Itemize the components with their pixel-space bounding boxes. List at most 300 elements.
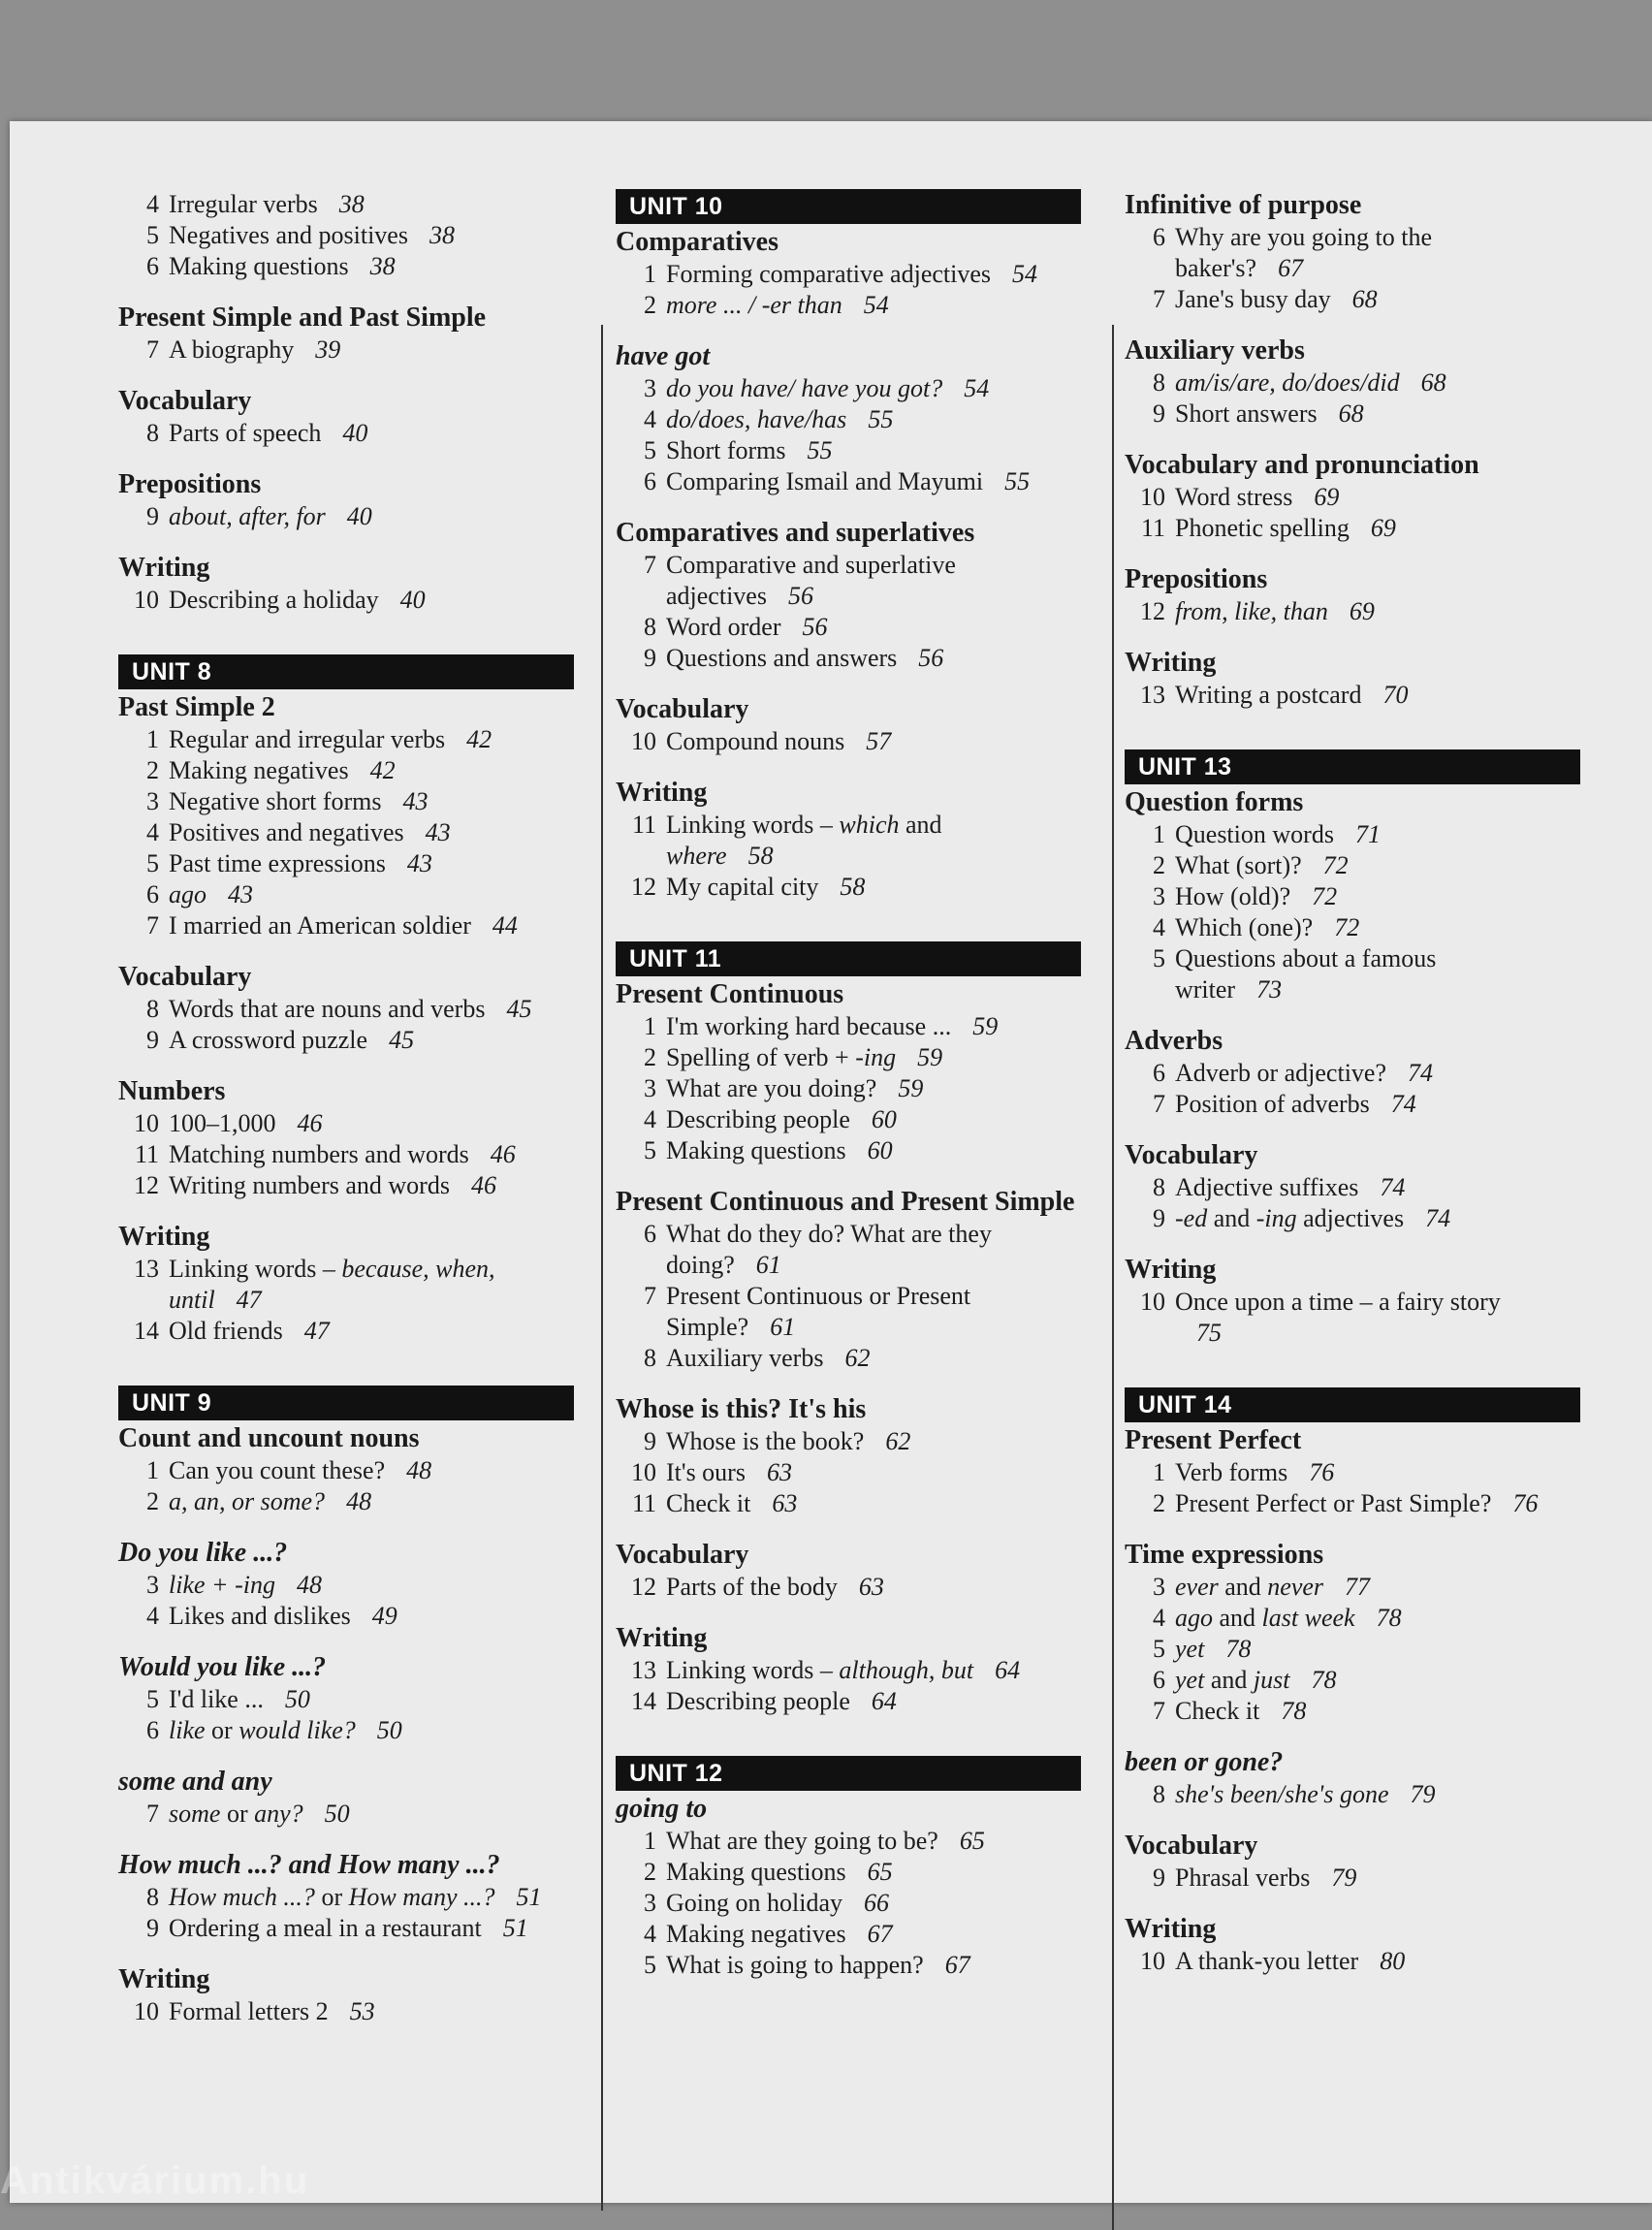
contents-entry	[118, 786, 574, 817]
entry-text: Formal letters 2	[169, 1997, 329, 2025]
entry-title	[666, 1250, 1081, 1281]
contents-section	[118, 1766, 574, 1830]
entry-title	[1175, 596, 1580, 627]
page-number: 78	[1376, 1604, 1402, 1632]
contents-entry	[616, 643, 1081, 674]
entry-number: 6	[644, 1220, 656, 1248]
entry-text: Negatives and positives	[169, 221, 408, 249]
entry-title	[1175, 1603, 1580, 1634]
entry-number: 10	[631, 727, 656, 755]
contents-entry	[616, 1857, 1081, 1888]
entry-text: a, an, or some?	[169, 1487, 326, 1515]
contents-entry	[1125, 1946, 1580, 1977]
entry-number: 1	[1153, 1458, 1165, 1486]
contents-entry	[616, 1135, 1081, 1166]
entry-title	[169, 251, 574, 282]
entry-number: 4	[644, 1920, 656, 1948]
entry-number: 2	[644, 1858, 656, 1886]
entry-text: Check it	[1175, 1697, 1260, 1725]
entry-title	[169, 1913, 574, 1944]
contents-entry	[1125, 912, 1580, 943]
contents-section	[118, 385, 574, 449]
entry-text: My capital city	[666, 873, 819, 901]
entry-number: 8	[146, 419, 159, 447]
entry-number: 2	[644, 291, 656, 319]
entry-number: 13	[1140, 681, 1165, 709]
contents-entry	[118, 418, 574, 449]
entry-title	[666, 810, 1081, 841]
entry-text: or	[314, 1883, 349, 1911]
entry-text: What are they going to be?	[666, 1827, 938, 1855]
entry-title	[1175, 482, 1580, 513]
contents-section	[616, 1622, 1081, 1717]
unit-header: UNIT 11	[616, 941, 1081, 976]
entry-title	[169, 1025, 574, 1056]
entry-number: 10	[1140, 1947, 1165, 1975]
entry-text-italic: just	[1253, 1666, 1290, 1694]
page-number: 76	[1309, 1458, 1335, 1486]
entry-text: What are you doing?	[666, 1074, 877, 1102]
entry-number: 7	[146, 1800, 159, 1828]
page-number: 40	[346, 502, 372, 530]
entry-text: doing?	[666, 1251, 735, 1279]
contents-section	[616, 1393, 1081, 1519]
section-heading: Writing	[118, 1964, 210, 1994]
entry-number: 1	[146, 725, 159, 753]
page-number: 67	[944, 1951, 970, 1979]
contents-entry	[1125, 680, 1580, 711]
page-number: 46	[490, 1140, 516, 1168]
entry-text: do/does, have/has	[666, 405, 847, 433]
page-number: 39	[315, 335, 341, 364]
page-number: 56	[787, 582, 813, 610]
entry-number: 12	[631, 873, 656, 901]
entry-number: 9	[1153, 399, 1165, 428]
entry-number: 7	[1153, 1697, 1165, 1725]
entry-title	[666, 1073, 1081, 1104]
entry-text: Linking words –	[169, 1255, 335, 1283]
entry-title	[666, 1857, 1081, 1888]
section-heading: Vocabulary	[118, 386, 252, 416]
entry-text-italic: which	[839, 811, 900, 839]
contents-entry	[118, 1715, 574, 1746]
entry-number: 5	[146, 221, 159, 249]
page-number: 63	[766, 1458, 792, 1486]
entry-text: Matching numbers and words	[169, 1140, 469, 1168]
entry-number: 5	[644, 1136, 656, 1164]
section-heading: have got	[616, 341, 711, 371]
contents-entry	[616, 1104, 1081, 1135]
page-number: 72	[1322, 851, 1349, 879]
section-heading: Whose is this? It's his	[616, 1394, 867, 1424]
page-number: 43	[406, 849, 432, 877]
page-number: 69	[1314, 483, 1340, 511]
entry-number: 11	[631, 1489, 656, 1517]
entry-number: 5	[1153, 1635, 1165, 1663]
entry-number: 6	[1153, 223, 1165, 251]
entry-text: adjectives	[1296, 1204, 1405, 1232]
entry-text-italic: How much ...?	[169, 1883, 315, 1911]
entry-text: Check it	[666, 1489, 751, 1517]
contents-entry	[616, 841, 1081, 872]
contents-section	[118, 1849, 574, 1944]
page-number: 59	[898, 1074, 924, 1102]
section-heading: Past Simple 2	[118, 692, 275, 722]
page-number: 51	[502, 1914, 528, 1942]
entry-text-italic: ever	[1175, 1573, 1219, 1601]
section-heading: Would you like ...?	[118, 1652, 327, 1682]
contents-section	[1125, 1025, 1580, 1120]
contents-entry	[118, 1486, 574, 1517]
section-heading: Vocabulary	[1125, 1831, 1258, 1861]
entry-number: 4	[1153, 913, 1165, 941]
page-number: 50	[376, 1716, 402, 1744]
page-number: 73	[1256, 975, 1283, 1004]
entry-text-italic: never	[1267, 1573, 1324, 1601]
contents-entry	[616, 1219, 1081, 1250]
entry-text: adjectives	[666, 582, 767, 610]
entry-number: 2	[644, 1043, 656, 1071]
contents-entry	[1125, 596, 1580, 627]
entry-title	[169, 1570, 574, 1601]
contents-entry	[118, 879, 574, 910]
contents-entry	[1125, 1779, 1580, 1810]
section-heading: Writing	[616, 778, 708, 808]
contents-entry	[1125, 1089, 1580, 1120]
page-number: 61	[770, 1313, 796, 1341]
entry-text: Making questions	[666, 1136, 846, 1164]
entry-text: more ... / -er than	[666, 291, 842, 319]
contents-entry	[118, 910, 574, 941]
contents-entry	[118, 1139, 574, 1170]
entry-number: 11	[1140, 514, 1165, 542]
section-heading: Count and uncount nouns	[118, 1423, 420, 1453]
page-number: 42	[466, 725, 492, 753]
entry-title	[169, 1254, 574, 1285]
entry-text: A biography	[169, 335, 295, 364]
contents-section	[118, 552, 574, 616]
entry-title	[1175, 1946, 1580, 1977]
entry-number: 9	[146, 502, 159, 530]
entry-number: 7	[146, 911, 159, 940]
contents-entry	[616, 612, 1081, 643]
contents-column-1	[118, 189, 574, 2027]
entry-text: from, like, than	[1175, 597, 1328, 625]
entry-title	[1175, 912, 1580, 943]
contents-section	[616, 1539, 1081, 1603]
entry-number: 10	[134, 586, 159, 614]
entry-text: Verb forms	[1175, 1458, 1288, 1486]
contents-entry	[1125, 1634, 1580, 1665]
entry-number: 4	[146, 818, 159, 846]
entry-text: writer	[1175, 975, 1236, 1004]
entry-number: 7	[1153, 285, 1165, 313]
page-number: 79	[1410, 1780, 1436, 1808]
section-heading: Do you like ...?	[118, 1538, 288, 1568]
section-heading: Vocabulary	[616, 1540, 749, 1570]
entry-number: 13	[631, 1656, 656, 1684]
entry-text-italic: would like?	[238, 1716, 356, 1744]
contents-section	[1125, 1913, 1580, 1977]
section-heading: Writing	[118, 553, 210, 583]
entry-text: Past time expressions	[169, 849, 386, 877]
entry-text: Present Continuous or Present	[666, 1282, 971, 1310]
entry-text: Short forms	[666, 436, 786, 464]
entry-text: Adjective suffixes	[1175, 1173, 1359, 1201]
contents-section	[1125, 563, 1580, 627]
page-number: 43	[425, 818, 451, 846]
entry-text: Simple?	[666, 1313, 749, 1341]
entry-number: 10	[1140, 483, 1165, 511]
page-number: 58	[840, 873, 866, 901]
entry-text: 100–1,000	[169, 1109, 276, 1137]
contents-section	[1125, 1139, 1580, 1234]
page-number: 47	[236, 1286, 262, 1314]
contents-entry	[118, 1455, 574, 1486]
contents-entry	[118, 501, 574, 532]
entry-text: Words that are nouns and verbs	[169, 995, 486, 1023]
page-number: 48	[346, 1487, 372, 1515]
page-number: 78	[1225, 1635, 1252, 1663]
section-heading: Writing	[1125, 1914, 1217, 1944]
entry-title	[169, 1601, 574, 1632]
page-number: 71	[1354, 820, 1381, 848]
contents-entry	[616, 810, 1081, 841]
contents-entry	[616, 1655, 1081, 1686]
entry-text: and	[1218, 1573, 1268, 1601]
contents-entry	[118, 334, 574, 366]
page-number: 45	[389, 1026, 415, 1054]
entry-number: 8	[1153, 1780, 1165, 1808]
entry-title	[666, 1826, 1081, 1857]
page-number: 74	[1380, 1173, 1406, 1201]
entry-number: 3	[644, 1889, 656, 1917]
entry-title	[1175, 1665, 1580, 1696]
entry-number: 5	[1153, 944, 1165, 972]
contents-entry	[616, 290, 1081, 321]
entry-number: 8	[644, 613, 656, 641]
entry-title	[666, 1219, 1081, 1250]
entry-number: 12	[631, 1573, 656, 1601]
entry-number: 11	[134, 1140, 159, 1168]
entry-number: 12	[134, 1171, 159, 1199]
section-heading: Writing	[1125, 648, 1217, 678]
entry-text: Adverb or adjective?	[1175, 1059, 1387, 1087]
column-divider	[1112, 325, 1114, 2230]
unit-header: UNIT 8	[118, 654, 574, 689]
entry-title	[666, 841, 1081, 872]
unit-header: UNIT 9	[118, 1386, 574, 1420]
contents-entry	[1125, 1696, 1580, 1727]
entry-title	[1175, 253, 1580, 284]
contents-entry	[1125, 398, 1580, 430]
entry-title	[169, 501, 574, 532]
contents-entry	[1125, 482, 1580, 513]
section-heading: Comparatives and superlatives	[616, 518, 975, 548]
contents-section	[118, 961, 574, 1056]
page-number: 47	[303, 1317, 330, 1345]
entry-text: Why are you going to the	[1175, 223, 1432, 251]
section-heading: Present Continuous and Present Simple	[616, 1187, 1075, 1217]
page-number: 80	[1380, 1947, 1406, 1975]
entry-text: and	[1207, 1204, 1256, 1232]
contents-entry	[616, 1919, 1081, 1950]
page-number: 77	[1345, 1573, 1371, 1601]
contents-entry	[1125, 819, 1580, 850]
contents-section	[1125, 1539, 1580, 1727]
entry-title	[1175, 1572, 1580, 1603]
contents-section	[1125, 1254, 1580, 1349]
contents-entry	[1125, 1863, 1580, 1894]
contents-entry	[1125, 1572, 1580, 1603]
contents-section	[1125, 749, 1580, 1005]
entry-title	[666, 1343, 1081, 1374]
entry-title	[1175, 1089, 1580, 1120]
contents-entry	[616, 1457, 1081, 1488]
entry-title	[169, 1285, 574, 1316]
entry-number: 7	[1153, 1090, 1165, 1118]
contents-entry	[616, 1011, 1081, 1042]
entry-number: 7	[644, 551, 656, 579]
page-number: 46	[297, 1109, 323, 1137]
section-heading: Prepositions	[1125, 564, 1268, 594]
contents-entry	[616, 1826, 1081, 1857]
entry-number: 4	[1153, 1604, 1165, 1632]
page-number: 79	[1331, 1864, 1357, 1892]
entry-text: It's ours	[666, 1458, 746, 1486]
page-number: 75	[1196, 1319, 1222, 1347]
entry-text: Going on holiday	[666, 1889, 842, 1917]
contents-entry	[118, 1170, 574, 1201]
entry-text-italic: where	[666, 842, 727, 870]
section-heading: Vocabulary and pronunciation	[1125, 450, 1479, 480]
entry-number: 3	[644, 1074, 656, 1102]
entry-text: Parts of the body	[666, 1573, 838, 1601]
contents-section	[118, 1537, 574, 1632]
entry-text: Auxiliary verbs	[666, 1344, 824, 1372]
entry-text: baker's?	[1175, 254, 1257, 282]
page-number: 55	[868, 405, 894, 433]
entry-text: Can you count these?	[169, 1456, 386, 1484]
contents-entry	[1125, 881, 1580, 912]
entry-title	[1175, 222, 1580, 253]
page-number: 60	[871, 1105, 897, 1133]
entry-number	[1125, 1318, 1175, 1349]
page-number: 64	[871, 1687, 897, 1715]
contents-section	[1125, 449, 1580, 544]
entry-text: Linking words –	[666, 1656, 833, 1684]
entry-text: Making negatives	[169, 756, 349, 784]
entry-text: Phrasal verbs	[1175, 1864, 1311, 1892]
entry-number: 14	[134, 1317, 159, 1345]
entry-title	[666, 259, 1081, 290]
contents-entry	[118, 1285, 574, 1316]
entry-text: Likes and dislikes	[169, 1602, 351, 1630]
entry-number: 2	[1153, 1489, 1165, 1517]
entry-text: do you have/ have you got?	[666, 374, 943, 402]
entry-text: Spelling of verb +	[666, 1043, 849, 1071]
contents-entry	[118, 1570, 574, 1601]
contents-entry	[616, 1073, 1081, 1104]
page-number: 61	[755, 1251, 781, 1279]
entry-text: she's been/she's gone	[1175, 1780, 1389, 1808]
page-number: 40	[342, 419, 368, 447]
section-heading: Vocabulary	[616, 694, 749, 724]
page-number: 45	[506, 995, 532, 1023]
page-number: 46	[470, 1171, 496, 1199]
entry-number	[118, 1285, 169, 1316]
contents-entry	[118, 251, 574, 282]
entry-title	[666, 612, 1081, 643]
contents-entry	[118, 1316, 574, 1347]
contents-entry	[616, 1312, 1081, 1343]
entry-text: and	[1213, 1604, 1262, 1632]
unit-header: UNIT 12	[616, 1756, 1081, 1791]
entry-number: 3	[146, 787, 159, 815]
entry-text-italic: -ing	[1255, 1204, 1297, 1232]
contents-section	[616, 517, 1081, 674]
contents-entry	[1125, 850, 1580, 881]
entry-title	[1175, 1634, 1580, 1665]
section-heading: Question forms	[1125, 787, 1304, 817]
entry-number: 2	[146, 756, 159, 784]
entry-number: 5	[146, 849, 159, 877]
entry-text: or	[205, 1716, 239, 1744]
entry-text: Making negatives	[666, 1920, 846, 1948]
entry-title	[169, 189, 574, 220]
entry-number: 3	[1153, 882, 1165, 910]
contents-section	[1125, 647, 1580, 711]
page-number: 66	[864, 1889, 889, 1917]
entry-text: I'd like ...	[169, 1685, 264, 1713]
entry-title	[169, 994, 574, 1025]
entry-text: Positives and negatives	[169, 818, 404, 846]
entry-text: Old friends	[169, 1317, 283, 1345]
entry-title	[666, 1655, 1081, 1686]
page-number: 58	[747, 842, 774, 870]
section-heading: Present Continuous	[616, 979, 844, 1009]
page-number: 69	[1349, 597, 1375, 625]
page-number: 63	[772, 1489, 798, 1517]
entry-text: What is going to happen?	[666, 1951, 924, 1979]
entry-title	[1175, 284, 1580, 315]
entry-text: Which (one)?	[1175, 913, 1314, 941]
entry-title	[1175, 1457, 1580, 1488]
entry-title	[169, 1316, 574, 1347]
unit-header: UNIT 14	[1125, 1387, 1580, 1422]
contents-entry	[1125, 1172, 1580, 1203]
contents-entry	[1125, 1058, 1580, 1089]
entry-text: Writing numbers and words	[169, 1171, 450, 1199]
entry-number: 8	[146, 995, 159, 1023]
entry-title	[169, 724, 574, 755]
entry-title	[666, 1888, 1081, 1919]
entry-title	[1175, 367, 1580, 398]
entry-number	[616, 1312, 666, 1343]
entry-text: Parts of speech	[169, 419, 322, 447]
entry-number: 5	[644, 1951, 656, 1979]
contents-entry	[1125, 1488, 1580, 1519]
page-number: 62	[844, 1344, 871, 1372]
contents-entry	[1125, 1203, 1580, 1234]
entry-title	[666, 1950, 1081, 1981]
entry-title	[666, 550, 1081, 581]
page-number: 60	[867, 1136, 893, 1164]
entry-text: Phonetic spelling	[1175, 514, 1350, 542]
entry-text-italic: until	[169, 1286, 215, 1314]
contents-entry	[616, 1250, 1081, 1281]
contents-entry	[1125, 1665, 1580, 1696]
